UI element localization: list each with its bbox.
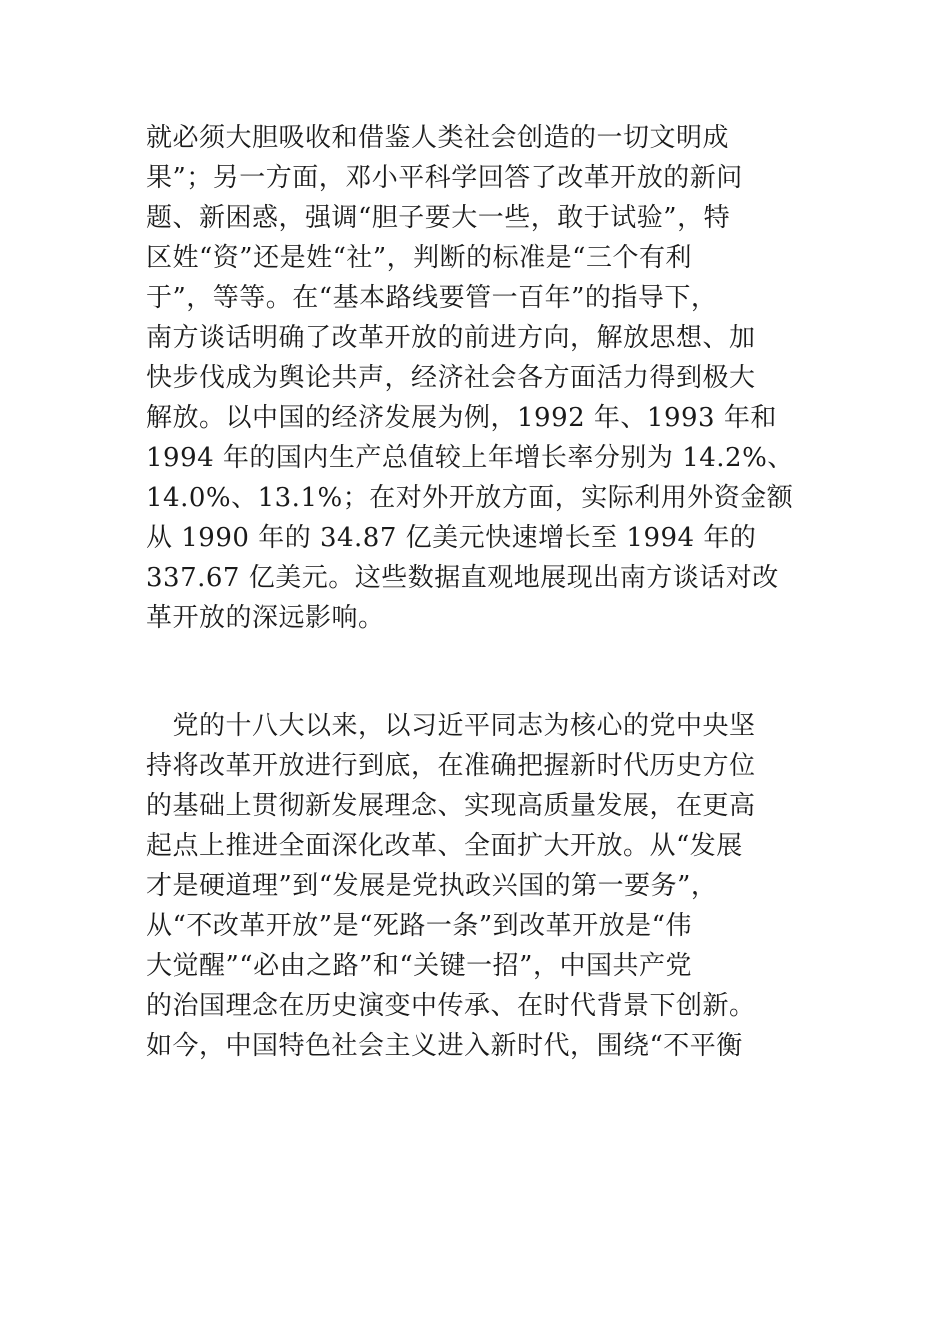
- text-line: 的基础上贯彻新发展理念、实现高质量发展，在更高: [146, 791, 756, 821]
- text-line: 快步伐成为舆论共声，经济社会各方面活力得到极大: [146, 363, 756, 393]
- text-line: 才是硬道理”到“发展是党执政兴国的第一要务”，: [146, 871, 718, 901]
- text-line: 题、新困惑，强调“胆子要大一些，敢于试验”，特: [146, 203, 731, 233]
- text-line: 如今，中国特色社会主义进入新时代，围绕“不平衡: [146, 1031, 743, 1061]
- text-line: 从“不改革开放”是“死路一条”到改革开放是“伟: [146, 911, 692, 941]
- text-line: 从 1990 年的 34.87 亿美元快速增长至 1994 年的: [146, 523, 757, 553]
- text-line: 解放。以中国的经济发展为例，1992 年、1993 年和: [146, 403, 777, 433]
- text-line: 起点上推进全面深化改革、全面扩大开放。从“发展: [146, 831, 743, 861]
- paragraph-2: [146, 706, 816, 1066]
- text-line: 持将改革开放进行到底，在准确把握新时代历史方位: [146, 751, 756, 781]
- text-line: 于”，等等。在“基本路线要管一百年”的指导下，: [146, 283, 718, 313]
- text-line: 就必须大胆吸收和借鉴人类社会创造的一切文明成: [146, 123, 730, 153]
- text-line: 大觉醒”“必由之路”和“关键一招”，中国共产党: [146, 951, 692, 981]
- text-line: 1994 年的国内生产总值较上年增长率分别为 14.2%、: [146, 443, 794, 473]
- text-line: 337.67 亿美元。这些数据直观地展现出南方谈话对改: [146, 563, 779, 593]
- text-line: 区姓“资”还是姓“社”，判断的标准是“三个有利: [146, 243, 692, 273]
- text-line: 党的十八大以来，以习近平同志为核心的党中央坚: [146, 711, 756, 741]
- text-line: 革开放的深远影响。: [146, 603, 385, 633]
- paragraph-1: [146, 118, 816, 638]
- text-line: 14.0%、13.1%；在对外开放方面，实际利用外资金额: [146, 483, 794, 513]
- text-line: 的治国理念在历史演变中传承、在时代背景下创新。: [146, 991, 756, 1021]
- text-line: 果”；另一方面，邓小平科学回答了改革开放的新问: [146, 163, 743, 193]
- text-line: 南方谈话明确了改革开放的前进方向，解放思想、加: [146, 323, 756, 353]
